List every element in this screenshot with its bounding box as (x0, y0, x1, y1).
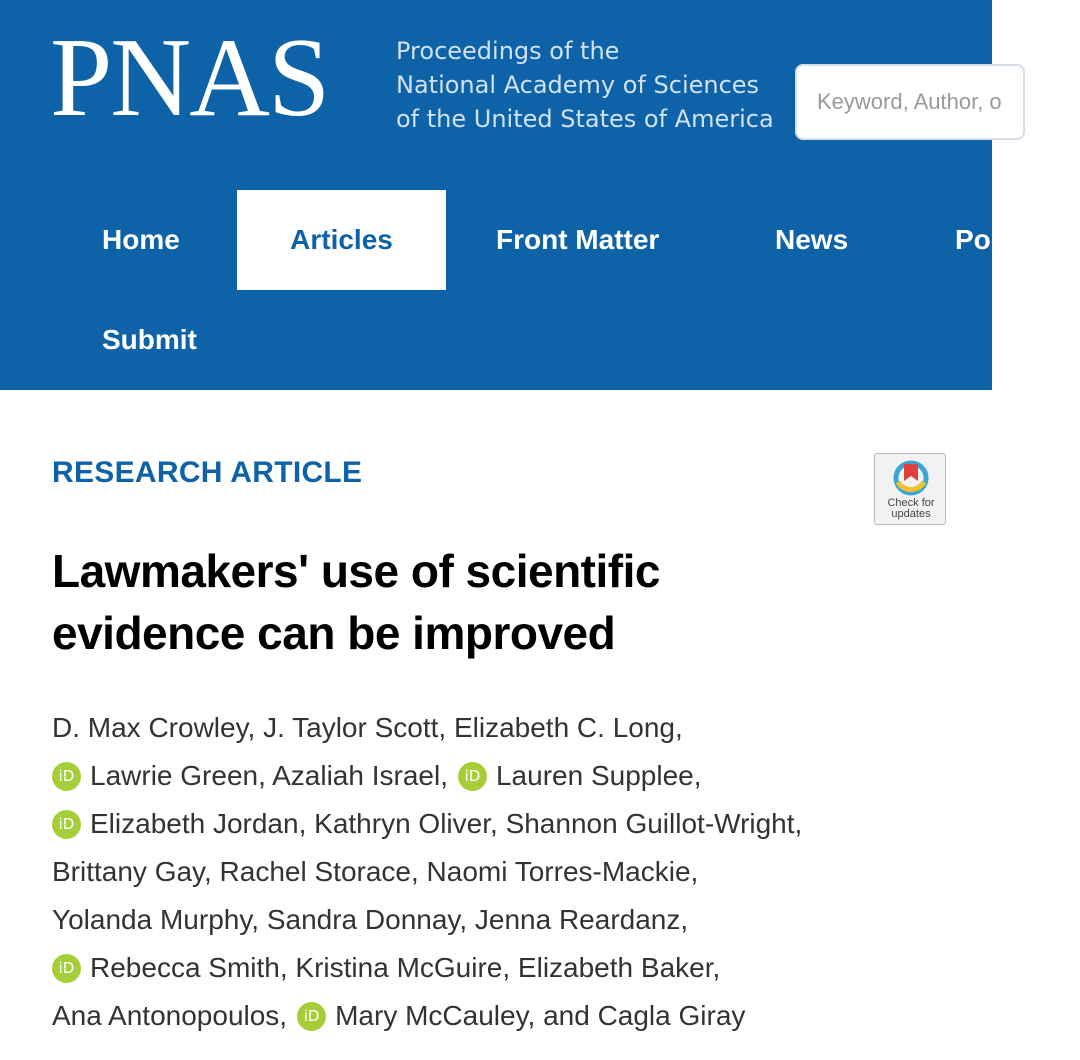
author-name[interactable]: Cagla Giray (597, 1000, 746, 1031)
orcid-icon[interactable]: iD (297, 1002, 326, 1031)
author-line (52, 992, 952, 1040)
nav-home[interactable]: Home (102, 224, 180, 255)
crossmark-icon (892, 458, 930, 496)
article-type-label: RESEARCH ARTICLE (52, 456, 363, 489)
author-name[interactable]: Lawrie Green, (90, 760, 266, 791)
author-line (52, 752, 952, 800)
nav-front-matter[interactable]: Front Matter (496, 224, 660, 255)
tagline-line-1: Proceedings of the (396, 37, 620, 65)
nav-submit[interactable]: Submit (102, 324, 197, 355)
author-line (52, 944, 952, 992)
search-input[interactable] (795, 64, 1025, 140)
author-line (52, 848, 952, 896)
orcid-icon[interactable]: iD (52, 762, 81, 791)
author-conjunction: and (543, 1000, 590, 1031)
author-name[interactable]: Elizabeth Baker, (517, 952, 721, 983)
nav-news[interactable]: News (775, 224, 849, 255)
author-name[interactable]: D. Max Crowley, (52, 712, 256, 743)
tagline-line-2: National Academy of Sciences (396, 71, 760, 99)
author-name[interactable]: Mary McCauley, (335, 1000, 536, 1031)
title-line-1: Lawmakers' use of scientific (52, 545, 660, 597)
author-name[interactable]: Naomi Torres-Mackie, (426, 856, 699, 887)
author-name[interactable]: Kristina McGuire, (295, 952, 511, 983)
author-name[interactable]: Shannon Guillot-Wright, (505, 808, 803, 839)
check-for-updates-badge[interactable] (874, 453, 946, 525)
author-name[interactable]: Brittany Gay, (52, 856, 212, 887)
author-line (52, 800, 952, 848)
author-name[interactable]: Sandra Donnay, (266, 904, 468, 935)
author-list (52, 704, 952, 1040)
site-header (0, 0, 1080, 390)
author-name[interactable]: Ana Antonopoulos, (52, 1000, 288, 1031)
pnas-logo[interactable]: PNAS (50, 16, 329, 140)
author-name[interactable]: Elizabeth Jordan, (90, 808, 307, 839)
author-name[interactable]: Jenna Reardanz, (474, 904, 689, 935)
orcid-icon[interactable]: iD (52, 810, 81, 839)
author-name[interactable]: Rachel Storace, (219, 856, 419, 887)
nav-podcasts[interactable]: Podcasts (955, 224, 1080, 255)
nav-articles[interactable]: Articles (237, 190, 446, 290)
author-name[interactable]: Elizabeth C. Long, (453, 712, 683, 743)
orcid-icon[interactable]: iD (458, 762, 487, 791)
author-name[interactable]: Lauren Supplee, (495, 760, 702, 791)
orcid-icon[interactable]: iD (52, 954, 81, 983)
title-line-2: evidence can be improved (52, 607, 616, 659)
author-name[interactable]: Yolanda Murphy, (52, 904, 260, 935)
tagline-line-3: of the United States of America (396, 105, 774, 133)
article-title (52, 540, 812, 664)
author-line (52, 704, 952, 752)
author-name[interactable]: Rebecca Smith, (90, 952, 288, 983)
journal-tagline (396, 34, 774, 136)
author-name[interactable]: Kathryn Oliver, (314, 808, 498, 839)
check-for-updates-text: Check for updates (887, 497, 935, 520)
author-name[interactable]: Azaliah Israel, (272, 760, 448, 791)
author-line (52, 896, 952, 944)
author-name[interactable]: J. Taylor Scott, (263, 712, 447, 743)
